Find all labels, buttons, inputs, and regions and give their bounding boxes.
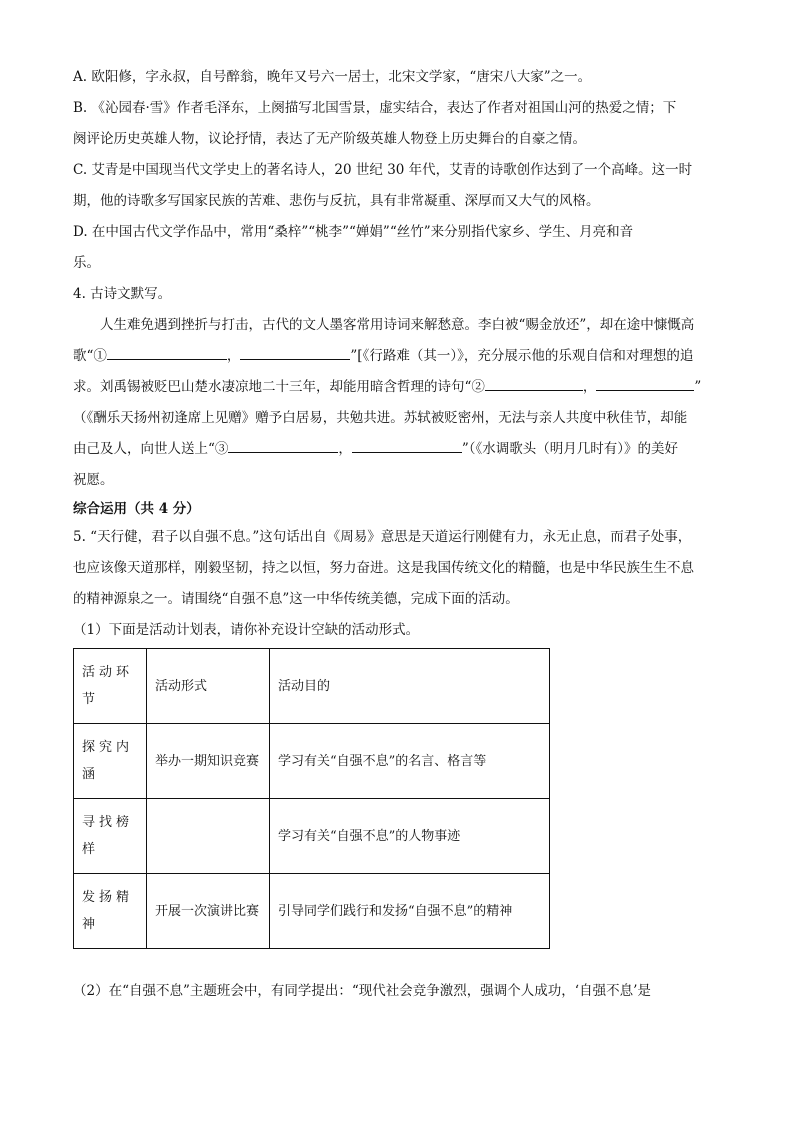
option-b-line2: 阕评论历史英雄人物，议论抒情，表达了无产阶级英雄人物登上历史舞台的自豪之情。 xyxy=(73,131,586,147)
table-header-cell: 活动目的 xyxy=(270,649,550,724)
table-cell: 学习有关“自强不息”的名言、格言等 xyxy=(270,724,550,799)
answer-blank-3a[interactable] xyxy=(228,438,338,453)
q4-line2: 歌“① ， ”[《行路难（其一）》，充分展示他的乐观自信和对理想的追 xyxy=(73,341,723,372)
answer-blank-1b[interactable] xyxy=(240,345,350,360)
table-cell: 发扬精神 xyxy=(74,874,147,949)
section-title: 综合运用（共 4 分） xyxy=(73,501,200,517)
q4-line1: 人生难免遇到挫折与打击，古代的文人墨客常用诗词来解愁意。李白被“赐金放还”，却在途中慷慨高 xyxy=(100,317,695,333)
q5-sub2: （2）在“自强不息”主题班会中，有同学提出：“现代社会竞争激烈，强调个人成功，‘自强不息’是 xyxy=(73,983,651,999)
q5-line1: 5. “天行健，君子以自强不息。”这句话出自《周易》意思是天道运行刚健有力，永无止息，而君子处事， xyxy=(73,529,692,545)
q4-line3: 求。刘禹锡被贬巴山楚水凄凉地二十三年，却能用暗含哲理的诗句“② ， ” xyxy=(73,372,723,403)
q5-sub1: （1）下面是活动计划表，请你补充设计空缺的活动形式。 xyxy=(73,622,420,638)
table-cell-blank[interactable] xyxy=(147,799,270,874)
q4-line4: （《酬乐天扬州初逢席上见赠》赠予白居易，共勉共进。苏轼被贬密州，无法与亲人共度中秋佳节，却能 xyxy=(73,410,688,426)
activity-plan-table xyxy=(73,648,550,949)
table-header-cell: 活动形式 xyxy=(147,649,270,724)
answer-blank-1a[interactable] xyxy=(107,345,227,360)
table-row xyxy=(74,799,550,874)
table-cell: 举办一期知识竞赛 xyxy=(147,724,270,799)
option-a: A. 欧阳修，字永叔，自号醉翁，晚年又号六一居士，北宋文学家，“唐宋八大家”之一。 xyxy=(73,69,592,85)
answer-blank-2b[interactable] xyxy=(596,376,694,391)
table-cell: 探究内涵 xyxy=(74,724,147,799)
option-d-line2: 乐。 xyxy=(73,255,100,271)
answer-blank-3b[interactable] xyxy=(352,438,462,453)
q4-title: 4. 古诗文默写。 xyxy=(73,286,172,302)
document-page xyxy=(73,62,723,949)
table-cell: 开展一次演讲比赛 xyxy=(147,874,270,949)
option-c-line1: C. 艾青是中国现当代文学史上的著名诗人，20 世纪 30 年代，艾青的诗歌创作达到了一个高峰。这一时 xyxy=(73,162,693,178)
table-cell: 引导同学们践行和发扬“自强不息”的精神 xyxy=(270,874,550,949)
table-row xyxy=(74,724,550,799)
table-header-cell: 活动环节 xyxy=(74,649,147,724)
option-b-line1: B. 《沁园春·雪》作者毛泽东，上阕描写北国雪景，虚实结合，表达了作者对祖国山河的热爱之情；下 xyxy=(73,100,677,116)
q5-line2: 也应该像天道那样，刚毅坚韧，持之以恒，努力奋进。这是我国传统文化的精髓，也是中华民族生生不息 xyxy=(73,560,694,576)
answer-blank-2a[interactable] xyxy=(485,376,583,391)
table-cell: 寻找榜样 xyxy=(74,799,147,874)
q4-line5: 由己及人，向世人送上“③ ， ”（《水调歌头（明月几时有）》的美好 xyxy=(73,434,723,465)
q5-line3: 的精神源泉之一。请围绕“自强不息”这一中华传统美德，完成下面的活动。 xyxy=(73,591,519,607)
q4-line6: 祝愿。 xyxy=(73,472,114,488)
table-row xyxy=(74,874,550,949)
table-cell: 学习有关“自强不息”的人物事迹 xyxy=(270,799,550,874)
table-header-row xyxy=(74,649,550,724)
option-c-line2: 期，他的诗歌多写国家民族的苦难、悲伤与反抗，具有非常凝重、深厚而又大气的风格。 xyxy=(73,193,600,209)
option-d-line1: D. 在中国古代文学作品中，常用“桑梓”“桃李”“婵娟”“丝竹”来分别指代家乡、学生、月亮和音 xyxy=(73,224,634,240)
